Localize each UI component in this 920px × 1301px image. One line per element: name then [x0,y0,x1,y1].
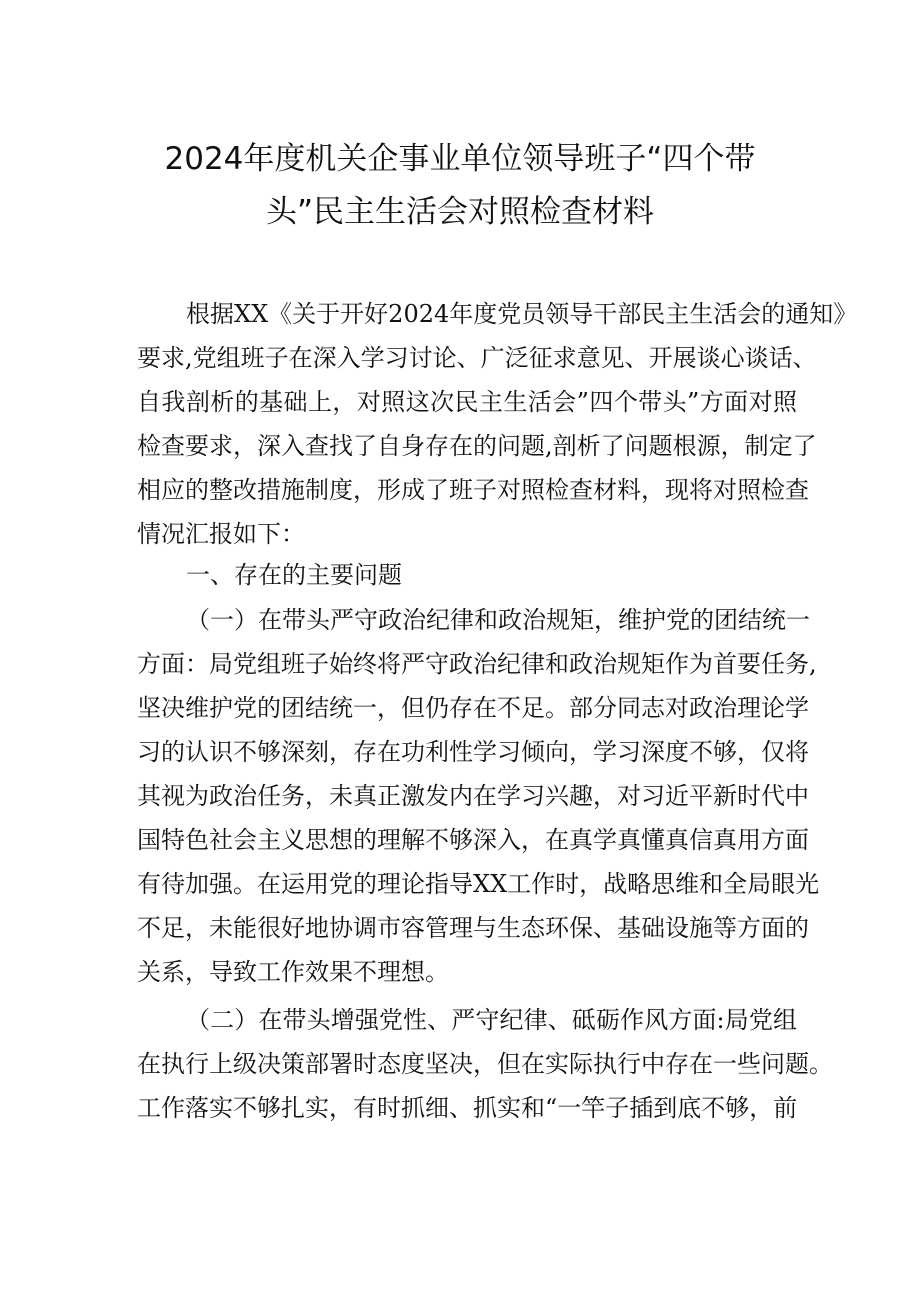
intro-line: 自我剖析的基础上，对照这次民主生活会”四个带头”方面对照 [137,388,797,416]
document-title-line-2: 头”民主生活会对照检查材料 [265,194,655,230]
section-heading: 一、存在的主要问题 [186,561,402,589]
intro-line: 根据XX《关于开好2024年度党员领导干部民主生活会的通知》 [186,300,858,328]
paragraph-line: 关系，导致工作效果不理想。 [137,958,449,986]
paragraph-line: 方面：局党组班子始终将严守政治纪律和政治规矩作为首要任务, [137,650,817,678]
intro-line: 情况汇报如下： [137,520,305,548]
paragraph-line: 坚决维护党的团结统一，但仍存在不足。部分同志对政治理论学 [137,694,809,722]
paragraph-line: （一）在带头严守政治纪律和政治规矩，维护党的团结统一 [186,606,810,634]
intro-line: 要求,党组班子在深入学习讨论、广泛征求意见、开展谈心谈话、 [137,344,817,372]
paragraph-line: 习的认识不够深刻，存在功利性学习倾向，学习深度不够，仅将 [137,738,809,766]
paragraph-line: 有待加强。在运用党的理论指导XX工作时，战略思维和全局眼光 [137,870,820,898]
paragraph-line: 不足，未能很好地协调市容管理与生态环保、基础设施等方面的 [137,914,809,942]
paragraph-line: 国特色社会主义思想的理解不够深入，在真学真懂真信真用方面 [137,826,809,854]
intro-line: 检查要求，深入查找了自身存在的问题,剖析了问题根源，制定了 [137,432,817,460]
paragraph-line: （二）在带头增强党性、严守纪律、砥砺作风方面:局党组 [186,1006,797,1034]
paragraph-line: 在执行上级决策部署时态度坚决，但在实际执行中存在一些问题。 [137,1050,833,1078]
paragraph-line: 工作落实不够扎实，有时抓细、抓实和“一竿子插到底不够，前 [137,1094,798,1122]
paragraph-line: 其视为政治任务，未真正激发内在学习兴趣，对习近平新时代中 [137,782,809,810]
intro-line: 相应的整改措施制度，形成了班子对照检查材料，现将对照检查 [137,476,809,504]
document-title-line-1: 2024年度机关企事业单位领导班子“四个带 [164,141,756,177]
